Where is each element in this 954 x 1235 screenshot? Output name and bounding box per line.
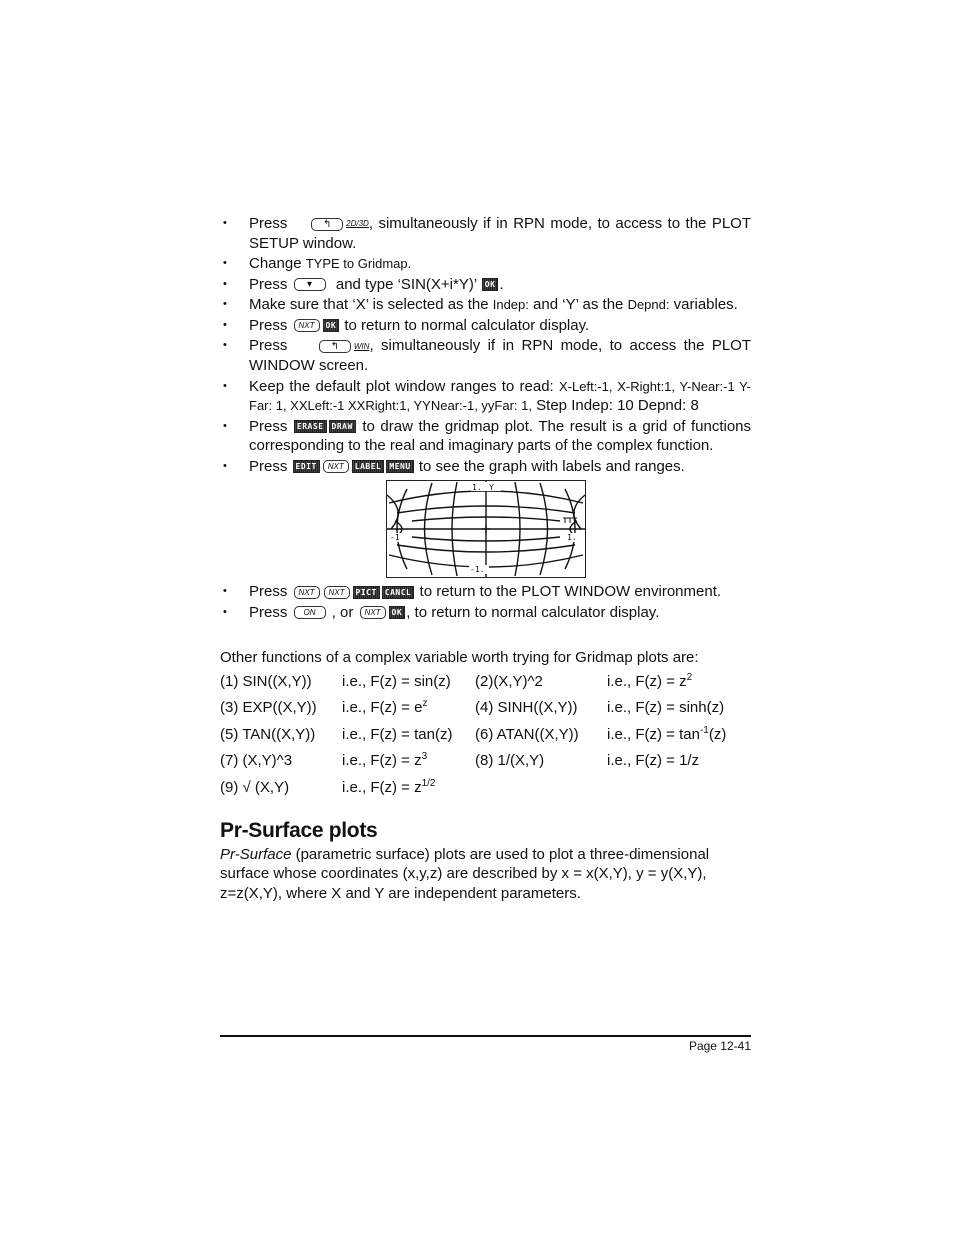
step-text: Press xyxy=(249,457,288,475)
axis-label-top: 1. xyxy=(472,483,482,493)
list-item xyxy=(220,457,751,477)
function-meaning xyxy=(607,748,751,775)
function-meaning-text: i.e., F(z) = sinh(z) xyxy=(607,699,725,717)
step-text: and ‘Y’ as the xyxy=(528,296,628,314)
nxt-key: NXT xyxy=(323,460,349,473)
bullet: • xyxy=(223,585,227,598)
function-meaning xyxy=(342,695,475,722)
superscript: 1/2 xyxy=(421,777,436,789)
function-row xyxy=(220,695,751,722)
function-expression: (1) SIN((X,Y)) xyxy=(220,672,312,690)
function-meaning-text: i.e., F(z) = e xyxy=(342,699,423,717)
list-item xyxy=(220,336,751,375)
step-text: Press xyxy=(249,337,288,355)
step-text: Press xyxy=(249,583,288,601)
term-pr-surface: Pr-Surface xyxy=(220,845,292,863)
step-text: and type ‘SIN(X+i*Y)’ xyxy=(335,275,477,293)
function-meaning xyxy=(342,774,475,801)
key-label-2d3d: 2D/3D xyxy=(346,219,369,229)
softkey-pict: PICT xyxy=(353,586,380,599)
step-text: to draw the gridmap plot. The result is a grid of functions corresponding to the real and imaginary parts of the complex function. xyxy=(249,417,752,455)
list-item xyxy=(220,275,751,295)
step-text: Press xyxy=(249,316,288,334)
step-text: Keep the default plot window ranges to read: xyxy=(249,377,560,395)
left-shift-key xyxy=(311,218,343,231)
field-value-gridmap: Gridmap xyxy=(357,256,408,272)
body-text: (parametric surface) plots are used to plot a three-dimensional surface whose coordinates (x,y,z) are described by x = x(X,Y), y = y(X,Y), z=z(X,Y), where X and Y are independent parameters. xyxy=(220,845,710,902)
function-meaning-text: i.e., F(z) = sin(z) xyxy=(342,672,451,690)
list-item xyxy=(220,417,751,456)
gridmap-plot-screen xyxy=(386,480,586,578)
function-expression: (7) (X,Y)^3 xyxy=(220,752,293,770)
function-expression xyxy=(475,774,607,801)
bullet: • xyxy=(223,419,227,432)
footer-rule xyxy=(220,1035,751,1037)
step-text: , simultaneously if in RPN mode, to access to the PLOT SETUP window. xyxy=(249,215,752,252)
function-expression: (6) ATAN((X,Y)) xyxy=(475,725,579,743)
list-item xyxy=(220,295,751,315)
section-heading: Pr-Surface plots xyxy=(220,818,378,842)
function-meaning xyxy=(607,721,751,748)
function-meaning-text: i.e., F(z) = z xyxy=(342,778,422,796)
superscript: 2 xyxy=(686,671,693,683)
step-text: , to return to normal calculator display. xyxy=(406,603,660,621)
function-meaning-text: i.e., F(z) = tan xyxy=(607,725,700,743)
softkey-ok: OK xyxy=(323,319,340,332)
left-shift-key xyxy=(319,340,351,353)
function-meaning-text: i.e., F(z) = z xyxy=(607,672,687,690)
function-expression: (3) EXP((X,Y)) xyxy=(220,699,317,717)
step-text: Make sure that ‘X’ is selected as the xyxy=(249,296,493,314)
softkey-cancl: CANCL xyxy=(382,586,415,599)
step-text: variables. xyxy=(669,296,738,314)
field-name-indep: Indep: xyxy=(492,297,529,313)
bullet: • xyxy=(223,298,227,311)
nxt-key: NXT xyxy=(294,319,320,332)
step-text: Step Indep: 10 Depnd: 8 xyxy=(532,397,699,415)
on-key: ON xyxy=(294,606,326,619)
softkey-draw: DRAW xyxy=(329,420,356,433)
left-shift-arrow-icon: ↰ xyxy=(322,218,332,230)
function-expression: (9) √ (X,Y) xyxy=(220,778,290,796)
step-text: Press xyxy=(249,603,288,621)
function-list xyxy=(220,668,751,801)
function-meaning-tail: (z) xyxy=(708,725,727,743)
bullet: • xyxy=(223,217,227,229)
step-text: Change xyxy=(249,255,306,273)
function-row xyxy=(220,668,751,695)
list-item xyxy=(220,582,751,602)
key-label-win: WIN xyxy=(353,341,370,351)
bullet: • xyxy=(223,379,227,392)
superscript: z xyxy=(422,698,428,710)
function-row xyxy=(220,748,751,775)
window-ranges: X-Left:-1, X-Right:1, Y-Near:-1 Y-Far: 1, XXLeft:-1 XXRight:1, YYNear:-1, yyFar: 1, xyxy=(249,378,751,414)
field-name-type: TYPE xyxy=(305,256,340,272)
function-row xyxy=(220,774,751,801)
intro-paragraph: Other functions of a complex variable worth trying for Gridmap plots are: xyxy=(220,649,699,667)
left-shift-arrow-icon: ↰ xyxy=(330,340,340,352)
function-meaning xyxy=(607,668,751,695)
list-item xyxy=(220,214,751,253)
down-arrow-icon: ▾ xyxy=(307,279,313,291)
function-meaning xyxy=(342,668,475,695)
function-meaning-text: i.e., F(z) = 1/z xyxy=(607,752,700,770)
function-meaning xyxy=(607,695,751,722)
step-text: Press xyxy=(249,417,288,435)
softkey-menu: MENU xyxy=(386,460,413,473)
tick-marks-icon xyxy=(563,518,577,523)
field-name-depnd: Depnd: xyxy=(627,297,670,313)
function-meaning-text: i.e., F(z) = z xyxy=(342,752,422,770)
superscript: 3 xyxy=(421,751,428,763)
nxt-key: NXT xyxy=(294,586,320,599)
step-text: to see the graph with labels and ranges. xyxy=(418,457,685,475)
softkey-ok: OK xyxy=(389,606,406,619)
function-expression: (2)(X,Y)^2 xyxy=(475,672,543,690)
function-meaning xyxy=(342,721,475,748)
list-item xyxy=(220,316,751,336)
plus-cursor-icon xyxy=(482,525,490,533)
nxt-key: NXT xyxy=(360,606,386,619)
bullet: • xyxy=(223,459,227,472)
axis-label-right: 1. xyxy=(567,533,577,543)
bullet: • xyxy=(223,257,227,270)
function-meaning xyxy=(607,774,751,801)
step-text: , or xyxy=(331,603,354,621)
axis-label-left: -1 xyxy=(390,533,400,543)
bullet: • xyxy=(223,318,227,331)
softkey-ok: OK xyxy=(482,278,499,291)
step-text: . xyxy=(499,275,504,293)
function-expression: (4) SINH((X,Y)) xyxy=(475,699,578,717)
list-item xyxy=(220,377,751,416)
softkey-label: LABEL xyxy=(352,460,385,473)
step-text: to return to normal calculator display. xyxy=(344,316,590,334)
step-text: to return to the PLOT WINDOW environment. xyxy=(419,583,722,601)
step-text: Press xyxy=(249,275,288,293)
bullet: • xyxy=(223,339,227,352)
step-text: . xyxy=(407,256,412,272)
instruction-list xyxy=(220,214,751,476)
instruction-list-continued xyxy=(220,582,751,622)
function-meaning xyxy=(342,748,475,775)
bullet: • xyxy=(223,277,227,290)
step-text: to xyxy=(339,256,358,272)
section-body xyxy=(220,845,751,904)
page-number: Page 12-41 xyxy=(688,1039,751,1053)
softkey-edit: EDIT xyxy=(293,460,320,473)
axis-label-y: Y xyxy=(489,483,494,493)
bullet: • xyxy=(223,605,227,618)
list-item xyxy=(220,603,751,623)
axis-label-bottom: -1. xyxy=(470,565,485,575)
function-expression: (5) TAN((X,Y)) xyxy=(220,725,316,743)
page-content xyxy=(220,214,751,903)
down-arrow-key xyxy=(294,278,326,291)
function-row xyxy=(220,721,751,748)
function-meaning-text: i.e., F(z) = tan(z) xyxy=(342,725,453,743)
step-text: , simultaneously if in RPN mode, to access the PLOT WINDOW screen. xyxy=(249,337,751,375)
list-item xyxy=(220,254,751,274)
superscript: -1 xyxy=(699,724,709,736)
nxt-key: NXT xyxy=(324,586,350,599)
function-expression: (8) 1/(X,Y) xyxy=(475,752,545,770)
softkey-erase: ERASE xyxy=(294,420,327,433)
step-text: Press xyxy=(249,215,288,232)
